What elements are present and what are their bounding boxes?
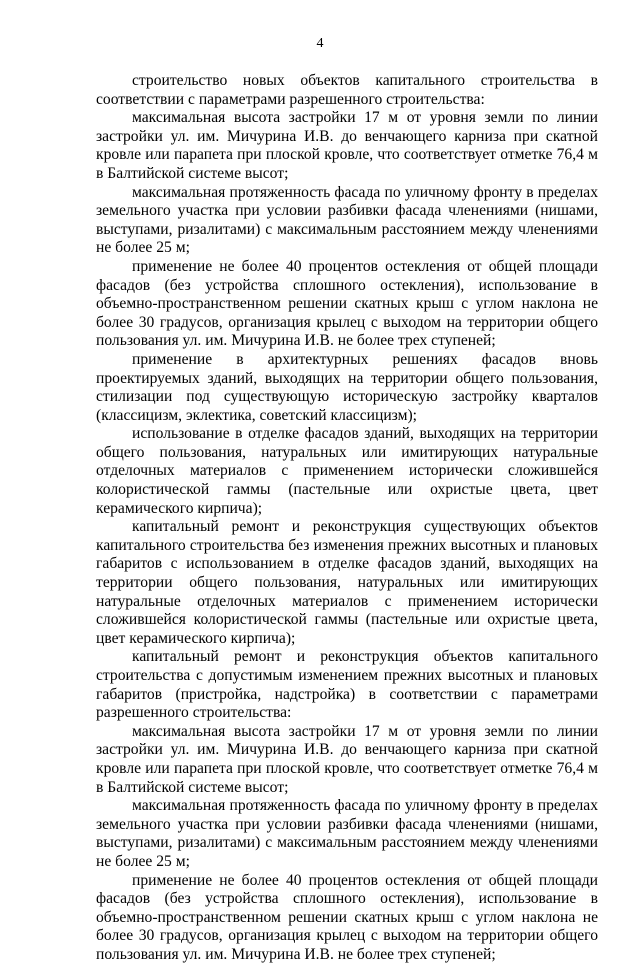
paragraph-7: капитальный ремонт и реконструкция существующих объектов капитального строительства без изменения прежних высотных и плановых габаритов с использованием в отделке фасадов зданий, выходящих на территории общего пользования, натуральных или имитирующих натуральные отделочных материалов с применением исторически сложившейся колористической гаммы (пастельные или охристые цвета, цвет керамического кирпича); <box>96 518 598 647</box>
paragraph-3: максимальная протяженность фасада по уличному фронту в пределах земельного участка при условии разбивки фасада членениями (нишами, выступами, ризалитами) с максимальным расстоянием между членениями не более 25 м; <box>96 183 598 257</box>
paragraph-11: применение не более 40 процентов остекления от общей площади фасадов (без устройства сплошного остекления), использование в объемно-пространственном решении скатных крыш с углом наклона не более 30 градусов, организация крылец с выходом на территории общего пользования ул. им. Мичурина И.В. не более трех ступеней; <box>96 871 598 963</box>
paragraph-4: применение не более 40 процентов остекления от общей площади фасадов (без устройства сплошного остекления), использование в объемно-пространственном решении скатных крыш с углом наклона не более 30 градусов, организация крылец с выходом на территории общего пользования ул. им. Мичурина И.В. не более трех ступеней; <box>96 257 598 350</box>
paragraph-10: максимальная протяженность фасада по уличному фронту в пределах земельного участка при условии разбивки фасада членениями (нишами, выступами, ризалитами) с максимальным расстоянием между членениями не более 25 м; <box>96 797 598 870</box>
paragraph-9: максимальная высота застройки 17 м от уровня земли по линии застройки ул. им. Мичурина И.В. до венчающего карниза при скатной кровле или парапета при плоской кровле, что соответствует отметке 76,4 м в Балтийской системе высот; <box>96 722 598 796</box>
paragraph-8: капитальный ремонт и реконструкция объектов капитального строительства с допустимым изменением прежних высотных и плановых габаритов (пристройка, надстройка) в соответствии с параметрами разрешенного строительства: <box>96 648 598 722</box>
document-body <box>96 72 598 965</box>
page-number: 4 <box>316 36 324 51</box>
paragraph-2: максимальная высота застройки 17 м от уровня земли по линии застройки ул. им. Мичурина И.В. до венчающего карниза при скатной кровле или парапета при плоской кровле, что соответствует отметке 76,4 м в Балтийской системе высот; <box>96 109 598 182</box>
paragraph-1: строительство новых объектов капитального строительства в соответствии с параметрами разрешенного строительства: <box>96 72 598 108</box>
paragraph-6: использование в отделке фасадов зданий, выходящих на территории общего пользования, натуральных или имитирующих натуральные отделочных материалов с применением исторически сложившейся колористической гаммы (пастельные или охристые цвета, цвет керамического кирпича); <box>96 425 598 517</box>
paragraph-5: применение в архитектурных решениях фасадов вновь проектируемых зданий, выходящих на территории общего пользования, стилизации под существующую историческую застройку кварталов (классицизм, эклектика, советский классицизм); <box>96 350 598 424</box>
